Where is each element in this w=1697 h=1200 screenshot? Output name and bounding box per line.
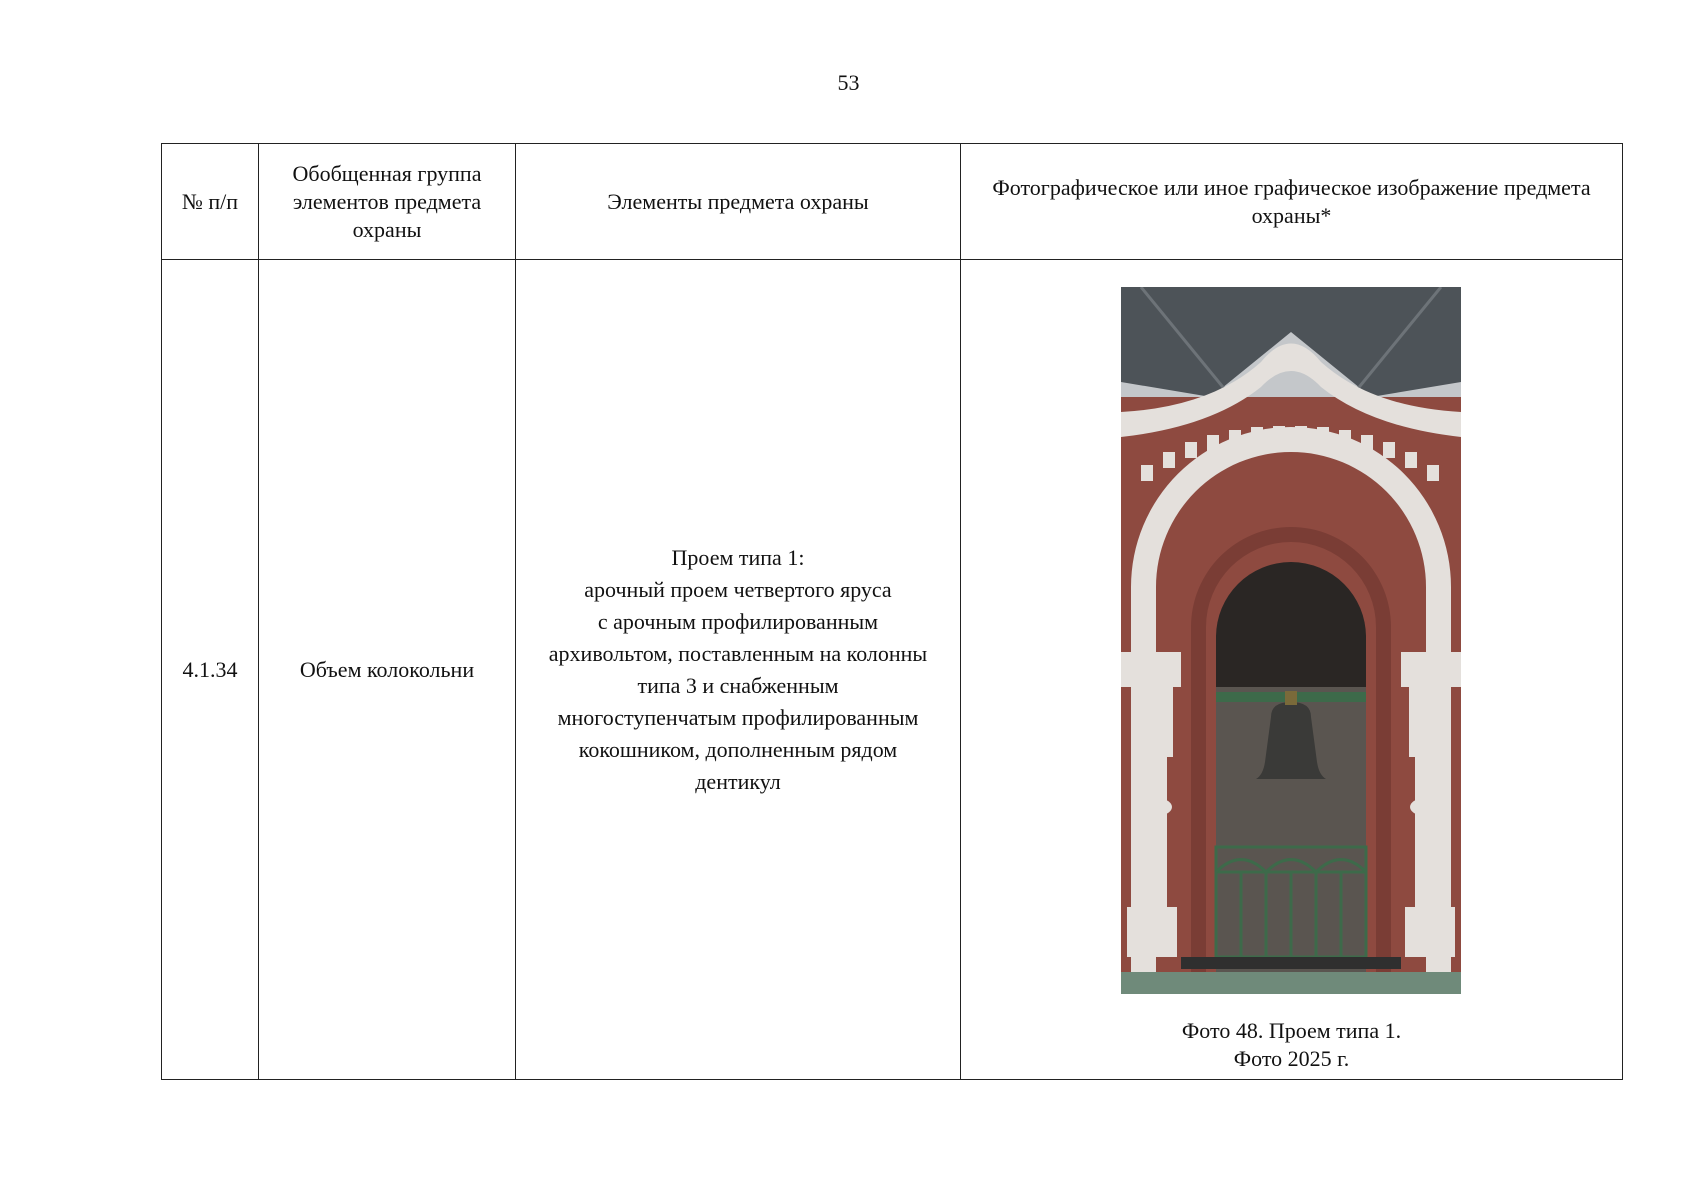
description-line: дентикул	[695, 768, 781, 794]
belfry-photo	[1121, 287, 1461, 994]
header-elements: Элементы предмета охраны	[516, 144, 961, 260]
row-photo-cell	[961, 260, 1623, 1080]
description-line: арочный проем четвертого яруса	[584, 576, 892, 602]
row-num: 4.1.34	[162, 260, 259, 1080]
header-image: Фотографическое или иное графическое изображение предмета охраны*	[961, 144, 1623, 260]
description-line: с арочным профилированным	[597, 608, 879, 634]
caption-line: Фото 2025 г.	[1233, 1046, 1350, 1071]
description-line: Проем типа 1:	[671, 544, 805, 570]
caption-line: Фото 48. Проем типа 1.	[1181, 1018, 1402, 1043]
row-group: Объем колокольни	[259, 260, 516, 1080]
description-line: архивольтом, поставленным на колонны	[548, 640, 928, 666]
description-line: многоступенчатым профилированным	[557, 704, 919, 730]
photo-caption	[961, 1017, 1622, 1073]
table-row	[162, 260, 1623, 1080]
header-group: Обобщенная группа элементов предмета охраны	[259, 144, 516, 260]
table-header-row	[162, 144, 1623, 260]
window-sill	[1181, 957, 1401, 969]
row-description	[516, 260, 961, 1080]
page-number: 53	[837, 70, 860, 95]
protection-table	[161, 143, 1623, 1080]
header-num: № п/п	[162, 144, 259, 260]
description-line: типа 3 и снабженным	[637, 672, 839, 698]
description-line: кокошником, дополненным рядом	[578, 736, 898, 762]
